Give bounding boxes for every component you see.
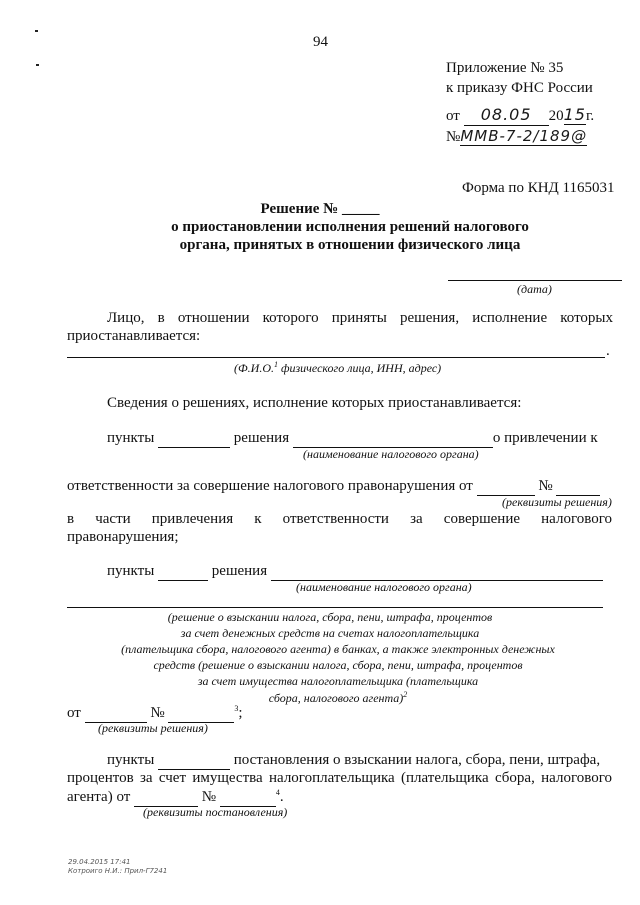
p4-line3-text: агента) от [67, 789, 131, 805]
title-line3: органа, принятых в отношении физического лица [179, 237, 521, 253]
p2-points-label: пункты [107, 563, 155, 579]
p4-resolution-caption: (реквизиты постановления) [143, 805, 288, 819]
p1-line2 [67, 478, 600, 496]
p1-line2-text: ответственности за совершение налогового правонарушения от [67, 478, 473, 494]
footnote-ref-3: 3 [234, 704, 239, 713]
scan-mark [36, 64, 39, 66]
p4-rest: постановления о взыскании налога, сбора, пени, штрафа, [233, 752, 601, 768]
appendix-number-prefix: № [446, 129, 461, 145]
scan-mark [35, 30, 38, 32]
footnote-ref-2: 2 [403, 690, 408, 699]
p4-points-blank [158, 752, 230, 770]
p1-date-blank [477, 478, 535, 496]
p2-decision-label: решения [211, 563, 268, 579]
fio-line-dot: . [606, 343, 610, 359]
handwritten-date: 08.05 [480, 105, 532, 124]
p1-no-label: № [538, 478, 553, 494]
p3-decision-caption: (реквизиты решения) [98, 721, 208, 735]
page-number: 94 [313, 34, 328, 50]
fio-caption [234, 360, 441, 376]
p2-points-blank [158, 563, 208, 581]
handwritten-number: ММВ-7-2/189@ [460, 127, 588, 145]
p1-line4: правонарушения; [67, 529, 179, 545]
p1-decision-label: решения [233, 430, 290, 446]
footnote-ref-1: 1 [273, 360, 278, 369]
p1-decision-caption: (реквизиты решения) [502, 495, 612, 509]
p1-tail: о привлечении к [492, 430, 598, 446]
p1-points-blank [158, 430, 230, 448]
fio-caption-post: физического лица, ИНН, адрес) [277, 361, 442, 375]
person-line2: приостанавливается: [67, 328, 201, 344]
person-line1: Лицо, в отношении которого приняты решения, исполнение которых [107, 310, 613, 326]
appendix-date-prefix: от [446, 108, 460, 124]
decision-list-1: (решение о взыскании налога, сбора, пени, штрафа, процентов [167, 610, 493, 624]
p1-line1 [107, 430, 598, 448]
title-line2: о приостановлении исполнения решений налогового [171, 219, 529, 235]
p3-from-label: от [67, 705, 81, 721]
p4-no-label: № [201, 789, 217, 805]
fio-caption-pre: (Ф.И.О. [234, 361, 274, 375]
p2-authority-blank [271, 563, 603, 581]
decision-list-5: за счет имущества налогоплательщика (плательщика [197, 674, 479, 688]
p3-end: ; [238, 705, 243, 721]
decision-list-4: средств (решение о взыскании налога, сбора, пени, штрафа, процентов [153, 658, 523, 672]
decision-list-2: за счет денежных средств на счетах налогоплательщика [180, 626, 480, 640]
p1-number-blank [556, 478, 600, 496]
footer-stamp-date: 29.04.2015 17:41 [68, 858, 131, 866]
p4-points-label: пункты [107, 752, 155, 768]
decision-list-6-text: сбора, налогового агента) [268, 691, 404, 705]
decision-list-3: (плательщика сбора, налогового агента) в банках, а также электронных денежных [121, 642, 555, 656]
appendix-line2: к приказу ФНС России [446, 80, 593, 96]
appendix-line1: Приложение № 35 [446, 60, 564, 76]
fio-line [67, 357, 605, 358]
appendix-date-hand [464, 105, 549, 126]
p4-end: . [279, 789, 284, 805]
date-caption: (дата) [517, 282, 552, 296]
p2-decision-line [67, 607, 603, 608]
handwritten-year: 15 [563, 105, 586, 124]
footnote-ref-4: 4 [275, 788, 280, 797]
p1-line3: в части привлечения к ответственности за совершение налогового [67, 511, 612, 527]
info-heading: Сведения о решениях, исполнение которых приостанавливается: [107, 395, 522, 411]
p2-authority-caption: (наименование налогового органа) [296, 580, 472, 594]
appendix-date [446, 105, 594, 126]
p1-authority-caption: (наименование налогового органа) [303, 447, 479, 461]
p2-line1 [107, 563, 603, 581]
footer-stamp-file: Котроиго Н.И.: Прил-Г7241 [68, 867, 168, 875]
form-code: Форма по КНД 1165031 [462, 180, 615, 196]
date-line [448, 280, 622, 281]
appendix-number [446, 127, 587, 146]
p3-no-label: № [150, 705, 165, 721]
appendix-year-suffix: г. [585, 108, 595, 124]
title-line1: Решение № _____ [260, 201, 380, 217]
p1-points-label: пункты [107, 430, 155, 446]
p1-authority-blank [293, 430, 493, 448]
appendix-year-prefix: 20 [548, 108, 564, 124]
p4-line1 [107, 752, 600, 770]
p4-line2: процентов за счет имущества налогоплательщика (плательщика сбора, налогового [67, 770, 612, 786]
